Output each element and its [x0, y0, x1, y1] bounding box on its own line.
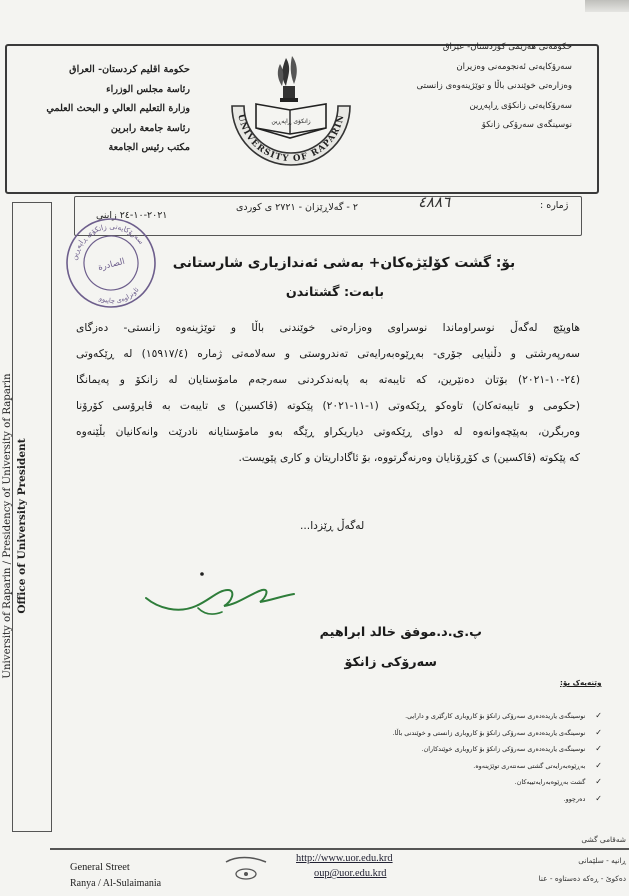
kurdish-line-ministry: وەزارەتی خوێندنی باڵا و توێژینەوەی زانستی — [416, 81, 572, 91]
letter-recipient: بۆ: گشت کۆلێژەکان+ بەشی ئەندازیاری شارستانی — [172, 255, 516, 271]
kurdish-line-council: سەرۆکایەتی ئەنجومەنی وەزیران — [456, 61, 572, 72]
paragraph-line-5: وەربگرن، بەپێچەوانەوە لە دوای ڕێکەوتی دیاریکراو ڕێگە بەو مامۆستایانە نادرێت وانەکانیان بڵێنەوە — [76, 425, 580, 438]
footer-street: General Street — [70, 862, 130, 873]
letter-subject: بابەت: گشتاندن — [285, 285, 385, 300]
check-icon: ✓ — [595, 793, 602, 803]
letterhead-kurdish — [372, 38, 572, 136]
paragraph-line-6: کە پێکوتە (ڤاکسین) ی کۆڕۆنایان وەرنەگرتووە، بۆ ئاگاداریتان و کاری پێویست. — [238, 451, 580, 464]
check-icon: ✓ — [595, 777, 602, 787]
check-icon: ✓ — [595, 744, 602, 754]
reference-date-kurdish: ٢ - گەلاڕێزان - ٢٧٢١ ی کوردی — [236, 202, 358, 213]
copy-item: ✓نوسینگەی یاریدەدەری سەرۆکی زانکۆ بۆ کاروباری کارگێری و دارایی. — [340, 708, 602, 725]
arabic-line-council: رئاسة مجلس الوزراء — [106, 83, 190, 95]
copy-item: ✓گشت بەڕێوەبەرایەتییەکان. — [340, 774, 602, 791]
stamp-bottom-text: ئاونراوەی چاپیوو — [97, 285, 141, 305]
copies-heading: وێنەیەک بۆ: — [560, 678, 602, 687]
handwritten-signature — [138, 568, 298, 628]
paragraph-line-3: (٢٤-١٠-٢٠٢١) بۆتان دەنێرین، کە تایبەتە بە پابەندکردنی سەرجەم مامۆستایان لە زانکۆ و پەیمانگا — [76, 373, 580, 386]
arabic-line-office: مكتب رئيس الجامعة — [108, 142, 190, 153]
signatory-name: پ.ی.د.موفق خالد ابراهيم — [319, 625, 482, 640]
arabic-line-ministry: وزارة التعليم العالي و البحث العلمي — [46, 103, 190, 114]
kurdish-line-office: نوسینگەی سەرۆکی زانکۆ — [481, 120, 572, 130]
paragraph-line-1: هاوپێچ لەگەڵ نوسراوماندا نوسراوی وەزارەتی خوێندنی باڵا و توێژینەوە زانستی- دەزگای — [76, 321, 580, 334]
check-icon: ✓ — [595, 711, 602, 720]
letter-paragraph — [76, 315, 580, 471]
stamp-center-text: الصادرة — [97, 256, 126, 274]
reference-number-label: ژمارە : — [540, 200, 569, 211]
footer-emblem-icon — [222, 852, 270, 886]
reference-number-handwritten: ٤٨٨٦ — [418, 193, 451, 211]
check-icon: ✓ — [595, 727, 602, 737]
university-logo — [222, 50, 360, 170]
footer-kurdish-street: شەقامی گشی — [581, 835, 626, 844]
footer-city: Ranya / Al-Sulaimania — [70, 878, 162, 889]
copy-item: ✓بەڕێوەبەرایەتی گشتی سەنتەری توێژینەوە. — [340, 758, 602, 775]
stamp-ring-text: سەرۆکایەتی زانکۆی ڕاپەڕین — [69, 221, 147, 261]
outgoing-stamp — [62, 214, 160, 312]
logo-ring-text: UNIVERSITY OF RAPARIN — [235, 113, 347, 165]
footer-kurdish-city: ڕانیە - سلێمانی — [578, 856, 626, 865]
signatory-title: سەرۆکی زانکۆ — [344, 655, 437, 670]
reference-date-gregorian: ٢٠٢١-١٠-٢٤ زاینی — [96, 210, 168, 221]
kurdish-line-government: حکومەتی هەرێمی کوردستان- عێراق — [442, 42, 572, 52]
arabic-line-presidency: رئاسة جامعة رابرين — [110, 122, 190, 134]
side-bar-text — [1, 226, 41, 826]
copy-item: ✓دەرچوو. — [340, 791, 602, 808]
copy-item: ✓نوسینگەی یاریدەدەری سەرۆکی زانکۆ بۆ کاروباری زانستی و خوێندنی باڵا. — [340, 725, 602, 742]
letter-regards: لەگەڵ ڕێزدا... — [300, 519, 365, 532]
footer-divider — [50, 848, 629, 850]
footer-email-link[interactable]: oup@uor.edu.krd — [314, 868, 387, 879]
letterhead-arabic — [30, 60, 190, 158]
footer-website-link[interactable]: http://www.uor.edu.krd — [296, 853, 393, 864]
paragraph-line-2: سەرپەرشتی و دڵنیایی جۆری- بەڕێوەبەرایەتی تەندروستی و سەلامەتی ژمارە (١٥٩١٧/٤) لە ڕێکەوتی — [76, 347, 581, 360]
logo-book-text: زانكۆى ڕاپەڕين — [271, 118, 311, 125]
footer-kurdish-extra: دەکوێ - ڕەکە دەستاوە - عنا — [538, 874, 626, 883]
kurdish-line-presidency: سەرۆکایەتی زانکۆی ڕاپەڕین — [469, 100, 572, 111]
page-fold — [585, 0, 629, 12]
check-icon: ✓ — [595, 760, 602, 770]
side-bar-line-presidency: University of Raparin / Presidency of University of Raparin — [2, 373, 13, 679]
book-torch-emblem-icon — [256, 56, 326, 138]
side-bar-line-office: Office of University President — [16, 438, 28, 614]
copies-list — [340, 708, 602, 808]
paragraph-line-4: (حکومی و تایبەتەکان) تاوەکو ڕێکەوتی (١-١١-٢٠٢١) پێکوتە (ڤاکسین) ی تایبەت بە ڤایرۆسی کۆرۆنا — [76, 399, 580, 412]
arabic-line-government: حكومة اقليم كردستان- العراق — [69, 64, 190, 75]
copy-item: ✓نوسینگەی یاریدەدەری سەرۆکی زانکۆ بۆ کاروباری خوێندکاران. — [340, 741, 602, 758]
